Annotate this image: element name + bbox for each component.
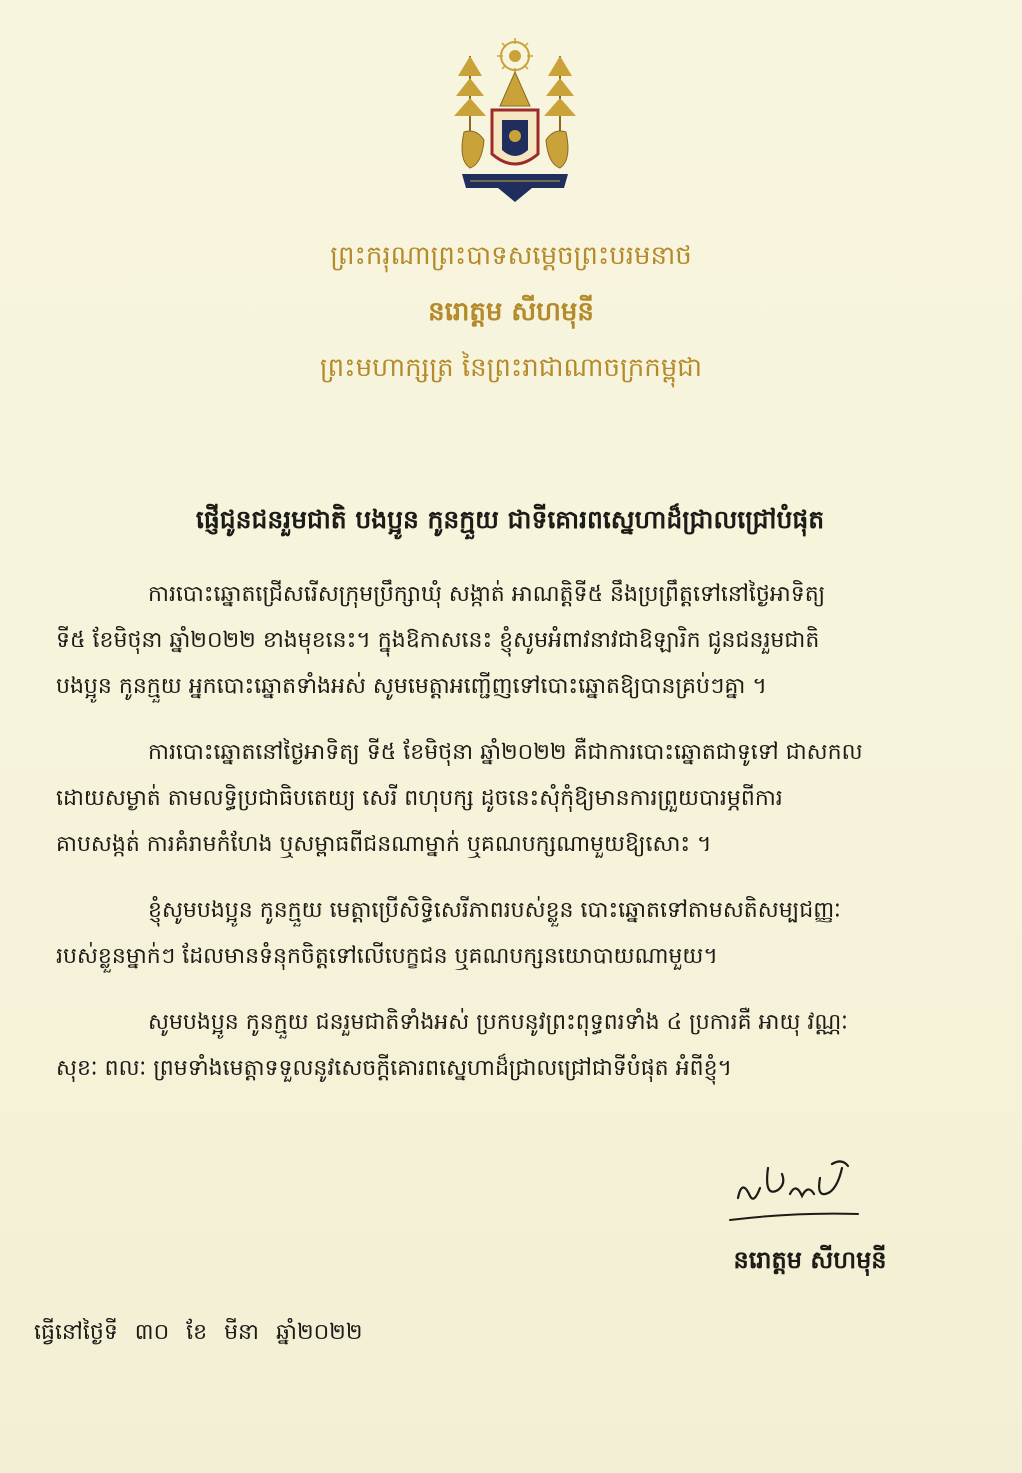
paragraph-line: ទី៥ ខែមិថុនា ឆ្នាំ២០២២ ខាងមុខនេះ។ ក្នុងឱកាសនេះ ខ្ញុំសូមអំពាវនាវជាឱឡារិក ជូនជនរួមជាតិ (56, 628, 820, 653)
signer-name: នរោត្តម សីហមុនី (733, 1246, 887, 1274)
paragraph-line: ដោយសម្ងាត់ តាមលទ្ធិប្រជាធិបតេយ្យ សេរី ពហុបក្ស ដូចនេះសុំកុំឱ្យមានការព្រួយបារម្ភពីការ (56, 786, 783, 811)
paragraph (56, 730, 992, 868)
royal-coat-of-arms-emblem (440, 36, 590, 204)
left-lion-icon (462, 131, 484, 168)
letter-date: ធ្វើនៅថ្ងៃទី ៣០ ខែ មីនា ឆ្នាំ២០២២ (34, 1320, 363, 1345)
header-line-role: ព្រះមហាក្សត្រ នៃព្រះរាជាណាចក្រកម្ពុជា (319, 353, 703, 383)
paragraph-line: គាបសង្កត់ ការគំរាមកំហែង ឬសម្ពាធពីជនណាម្នាក់ ឬគណបក្សណាមួយឱ្យសោះ ។ (56, 832, 712, 857)
handwritten-signature (720, 1138, 870, 1228)
paragraph-line: បងប្អូន កូនក្មួយ អ្នកបោះឆ្នោតទាំងអស់ សូមមេត្តាអញ្ជើញទៅបោះឆ្នោតឱ្យបានគ្រប់ៗគ្នា ។ (56, 674, 767, 699)
crown-icon (500, 72, 530, 106)
paragraph (56, 888, 992, 980)
paragraph-line: ខ្ញុំសូមបងប្អូន កូនក្មួយ មេត្តាប្រើសិទ្ធិសេរីភាពរបស់ខ្លួន បោះឆ្នោតទៅតាមសតិសម្បជញ្ញៈ (148, 898, 841, 923)
paragraph-line: របស់ខ្លួនម្នាក់ៗ ដែលមានទំនុកចិត្តទៅលើបេក្ខជន ឬគណបក្សនយោបាយណាមួយ។ (56, 944, 718, 969)
paragraph-line: ការបោះឆ្នោតជ្រើសរើសក្រុមប្រឹក្សាឃុំ សង្កាត់ អាណត្តិទី៥ នឹងប្រព្រឹត្តទៅនៅថ្ងៃអាទិត្យ (148, 582, 826, 607)
paragraph-line: ការបោះឆ្នោតនៅថ្ងៃអាទិត្យ ទី៥ ខែមិថុនា ឆ្នាំ២០២២ គឺជាការបោះឆ្នោតជាទូទៅ ជាសកល (148, 740, 863, 765)
header-line-name: នរោត្តម សីហមុនី (428, 297, 594, 327)
paragraph (56, 1000, 992, 1092)
header-line-title: ព្រះករុណាព្រះបាទសម្ដេចព្រះបរមនាថ (330, 241, 692, 271)
royal-title-header (0, 228, 1022, 396)
paragraph (56, 572, 992, 710)
paragraph-line: សូមបងប្អូន កូនក្មួយ ជនរួមជាតិទាំងអស់ ប្រកបនូវព្រះពុទ្ធពរទាំង ៤ ប្រការគឺ អាយុ វណ្ណៈ (148, 1010, 848, 1035)
right-lion-icon (546, 131, 568, 168)
letter-title: ផ្ញើជូនជនរួមជាតិ បងប្អូន កូនក្មួយ ជាទីគោរពស្នេហាដ៏ជ្រាលជ្រៅបំផុត (195, 505, 825, 534)
sun-halo-icon (497, 38, 533, 74)
paragraph-line: សុខៈ ពលៈ ព្រមទាំងមេត្តាទទួលនូវសេចក្ដីគោរពស្នេហាដ៏ជ្រាលជ្រៅជាទីបំផុត អំពីខ្ញុំ។ (56, 1056, 733, 1081)
letter-body (56, 572, 992, 1112)
